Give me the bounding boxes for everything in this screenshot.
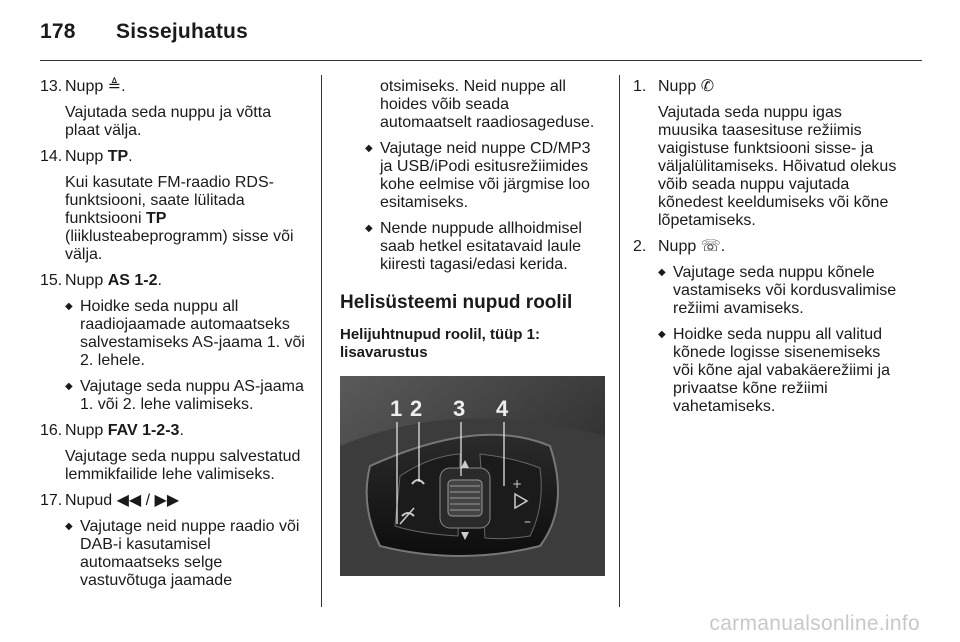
item-body — [65, 174, 308, 264]
item-body: Vajutada seda nuppu igas muusika taasesituse režiimis vaigistuse funktsiooni sisse- ja väljalülitamiseks. Hõivatud olekus võib seada nuppu vajutada kõnedest keeldumiseks või kõne lõpetamiseks. — [658, 104, 897, 229]
column-2 — [340, 78, 604, 576]
header-rule — [40, 60, 922, 61]
bullet-item: ◆ Hoidke seda nuppu all valitud kõnede logisse sisenemiseks või kõne ajal vabakäerežiimi ja privaatse kõne režiimi vahetamiseks. — [658, 326, 903, 416]
item-head-prefix: Nupp — [65, 422, 108, 439]
item-head — [65, 148, 308, 166]
item-body: Vajutada seda nuppu ja võtta plaat välja. — [65, 104, 272, 139]
item-head — [65, 422, 308, 440]
list-item-13 — [40, 78, 308, 140]
column-3 — [633, 78, 903, 424]
item-head: Nupud ◀◀ / ▶▶ — [65, 492, 180, 509]
list-item-14 — [40, 148, 308, 264]
list-item-16 — [40, 422, 308, 484]
figure-label-2: 2 — [410, 396, 423, 421]
svg-text:+: + — [512, 477, 523, 491]
item-head-bold: FAV 1-2-3 — [107, 422, 180, 439]
figure-label-3: 3 — [453, 396, 466, 421]
item-head-prefix: Nupp — [65, 148, 108, 165]
bullet-item: ◆ Vajutage neid nuppe raadio või DAB-i kasutamisel automaatseks selge vastuvõtuga jaamade — [65, 518, 308, 590]
item-number: 13. — [40, 78, 63, 95]
column-divider-1 — [321, 75, 322, 607]
bullet-item: ◆ Vajutage seda nuppu kõnele vastamiseks või kordusvalimise režiimi avamiseks. — [658, 264, 903, 318]
svg-text:–: – — [524, 514, 531, 530]
list-item-2 — [633, 238, 903, 416]
subsection-heading: Helijuhtnupud roolil, tüüp 1: lisavarustus — [340, 326, 540, 361]
column-divider-2 — [619, 75, 620, 607]
figure-label-1: 1 — [390, 396, 403, 421]
item-head: Nupp ≜. — [65, 78, 126, 95]
item-head-suffix: . — [157, 272, 162, 289]
list-item-1 — [633, 78, 903, 230]
list-item-15 — [40, 272, 308, 414]
item-body-text: Kui kasutate FM-raadio RDS-funktsiooni, saate lülitada funktsiooni — [65, 174, 274, 227]
item-head-bold: AS 1-2 — [107, 272, 158, 289]
item-head-bold: TP — [107, 148, 129, 165]
item-head: Nupp ☏. — [658, 238, 726, 255]
item-head: Nupp ✆ — [658, 78, 715, 95]
figure-label-4: 4 — [496, 396, 509, 421]
continuation-text: otsimiseks. Neid nuppe all hoides võib seada automaatselt raadiosageduse. — [380, 78, 595, 131]
item-number: 2. — [633, 238, 647, 255]
bullet-item: ◆ Hoidke seda nuppu all raadiojaamade automaatseks salvestamiseks AS-jaama 1. või 2. lehele. — [65, 298, 308, 370]
page-header — [40, 20, 248, 44]
item-head — [65, 272, 308, 290]
page-title: Sissejuhatus — [116, 20, 248, 43]
page-number: 178 — [40, 20, 76, 43]
item-body: Vajutage seda nuppu salvestatud lemmikfailide lehe valimiseks. — [65, 448, 301, 483]
item-head-suffix: . — [179, 422, 184, 439]
steering-wheel-controls-figure — [340, 376, 605, 576]
item-number: 16. — [40, 422, 63, 439]
list-item-17 — [40, 492, 308, 590]
item-number: 17. — [40, 492, 63, 509]
item-head-suffix: . — [128, 148, 133, 165]
steering-controls-illustration — [340, 376, 605, 576]
watermark: carmanualsonline.info — [709, 612, 920, 635]
bullet-item: ◆ Vajutage neid nuppe CD/MP3 ja USB/iPodi esitusrežiimides kohe eelmise või järgmise loo esitamiseks. — [365, 140, 604, 212]
item-body-text: (liiklusteabeprogramm) sisse või välja. — [65, 228, 294, 263]
item-head-prefix: Nupp — [65, 272, 108, 289]
bullet-item: ◆ Nende nuppude allhoidmisel saab hetkel esitatavaid laule kiiresti tagasi/edasi kerida. — [365, 220, 604, 274]
item-number: 1. — [633, 78, 647, 95]
item-number: 14. — [40, 148, 63, 165]
column-1 — [40, 78, 308, 598]
item-number: 15. — [40, 272, 63, 289]
item-body-bold: TP — [145, 210, 167, 227]
section-title: Helisüsteemi nupud roolil — [340, 292, 573, 313]
bullet-item: ◆ Vajutage seda nuppu AS-jaama 1. või 2. lehe valimiseks. — [65, 378, 308, 414]
